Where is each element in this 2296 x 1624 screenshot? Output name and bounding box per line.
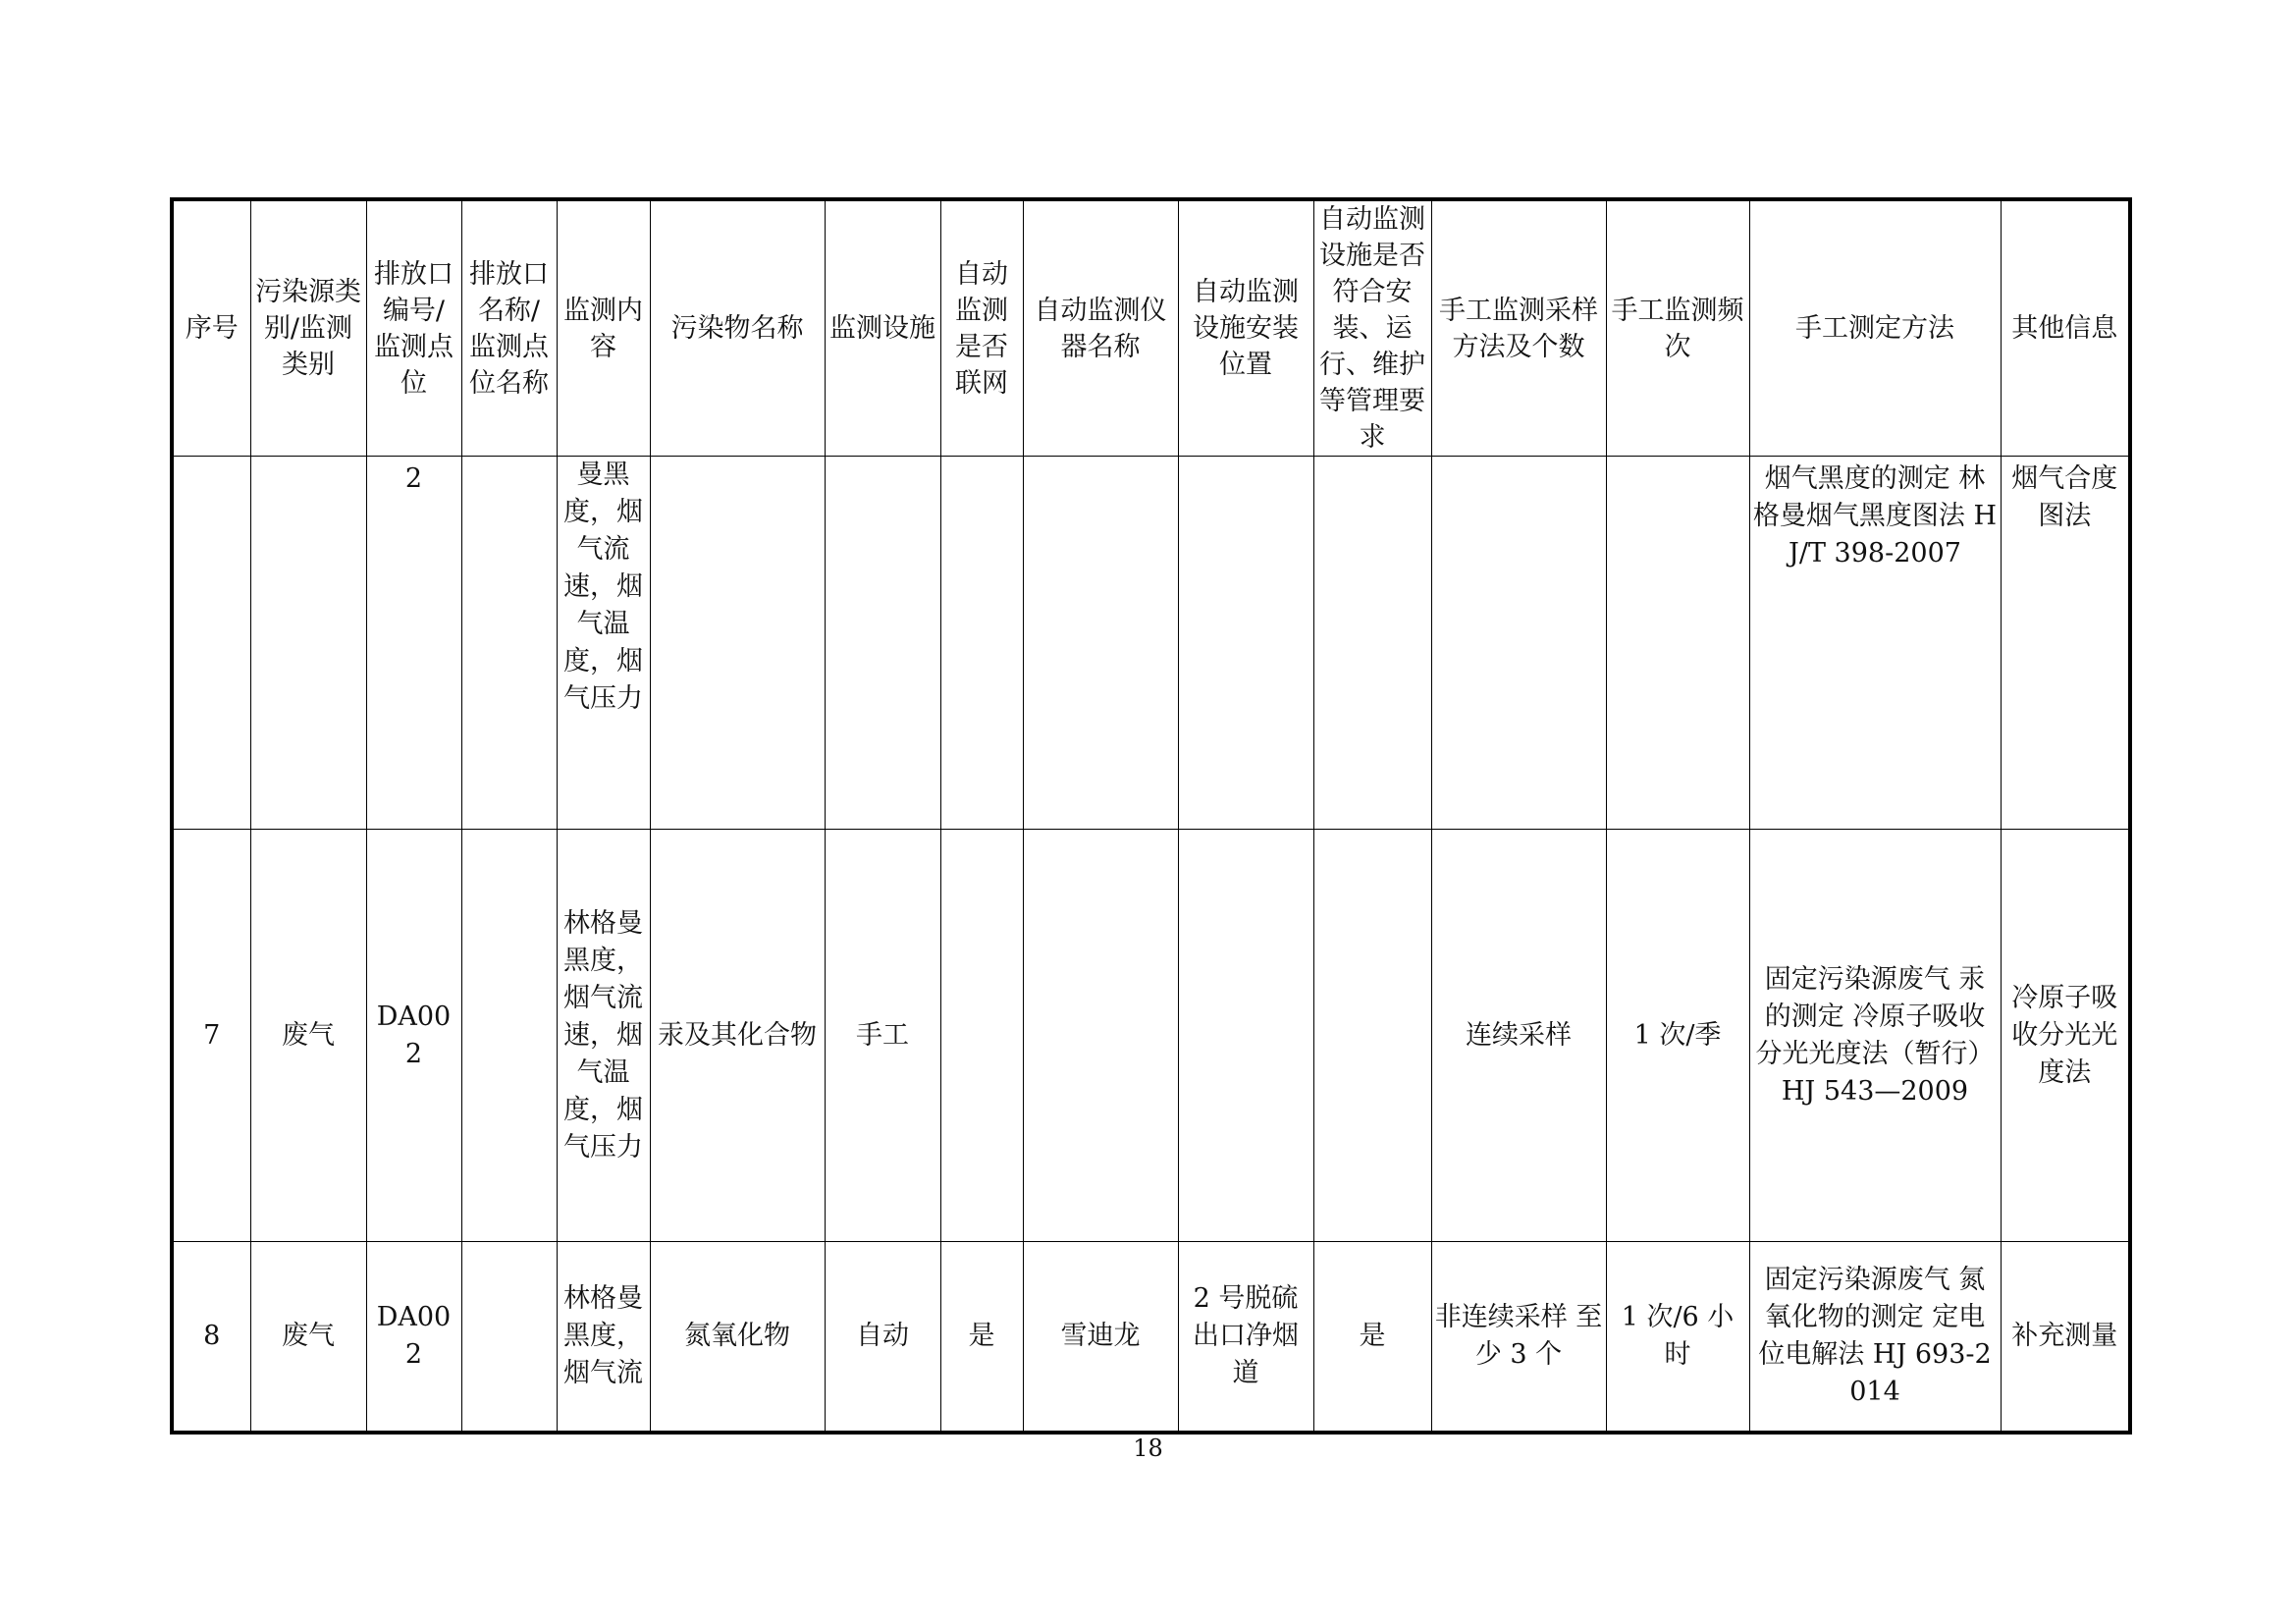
header-cell-location: 自动监测设施安装位置 bbox=[1178, 199, 1313, 457]
table-cell bbox=[1023, 457, 1178, 830]
table-cell bbox=[461, 457, 557, 830]
header-cell-pollutant: 污染物名称 bbox=[650, 199, 825, 457]
header-cell-method: 手工测定方法 bbox=[1749, 199, 2001, 457]
header-cell-index: 序号 bbox=[172, 199, 250, 457]
header-cell-outlet-name: 排放口名称/监测点位名称 bbox=[461, 199, 557, 457]
table-cell bbox=[1606, 457, 1749, 830]
header-cell-facility: 监测设施 bbox=[825, 199, 940, 457]
table-row bbox=[172, 457, 2130, 830]
table-cell: 林格曼黑度，烟气流 bbox=[557, 1242, 650, 1433]
table-cell: 烟气黑度的测定 林格曼烟气黑度图法 HJ/T 398-2007 bbox=[1749, 457, 2001, 830]
monitoring-table bbox=[170, 197, 2132, 1435]
table-cell: 手工 bbox=[825, 830, 940, 1242]
table-cell: 7 bbox=[172, 830, 250, 1242]
table-cell bbox=[940, 830, 1023, 1242]
table-cell: 曼黑度，烟气流速，烟气温度，烟气压力 bbox=[557, 457, 650, 830]
table-cell bbox=[650, 457, 825, 830]
header-cell-compliance: 自动监测设施是否符合安装、运行、维护等管理要求 bbox=[1313, 199, 1431, 457]
header-cell-content: 监测内容 bbox=[557, 199, 650, 457]
table-row bbox=[172, 830, 2130, 1242]
table-cell: 废气 bbox=[250, 830, 366, 1242]
table-cell: 雪迪龙 bbox=[1023, 1242, 1178, 1433]
table-cell bbox=[172, 457, 250, 830]
table-cell bbox=[1313, 830, 1431, 1242]
table-cell: 固定污染源废气 汞的测定 冷原子吸收分光光度法（暂行）HJ 543—2009 bbox=[1749, 830, 2001, 1242]
table-cell bbox=[461, 1242, 557, 1433]
table-cell bbox=[250, 457, 366, 830]
table-cell: 2 号脱硫出口净烟道 bbox=[1178, 1242, 1313, 1433]
table-cell: 是 bbox=[940, 1242, 1023, 1433]
table-cell: 非连续采样 至少 3 个 bbox=[1431, 1242, 1606, 1433]
table-cell bbox=[940, 457, 1023, 830]
table-cell: 补充测量 bbox=[2001, 1242, 2130, 1433]
table-cell: 汞及其化合物 bbox=[650, 830, 825, 1242]
header-cell-instrument: 自动监测仪器名称 bbox=[1023, 199, 1178, 457]
header-cell-other: 其他信息 bbox=[2001, 199, 2130, 457]
table-cell: 氮氧化物 bbox=[650, 1242, 825, 1433]
table-cell: 废气 bbox=[250, 1242, 366, 1433]
header-cell-networked: 自动监测是否联网 bbox=[940, 199, 1023, 457]
header-cell-sampling: 手工监测采样方法及个数 bbox=[1431, 199, 1606, 457]
table-cell bbox=[1023, 830, 1178, 1242]
table-cell: DA002 bbox=[366, 1242, 461, 1433]
table-cell: 是 bbox=[1313, 1242, 1431, 1433]
header-cell-outlet-code: 排放口编号/监测点位 bbox=[366, 199, 461, 457]
header-cell-frequency: 手工监测频次 bbox=[1606, 199, 1749, 457]
table-cell bbox=[825, 457, 940, 830]
page-number: 18 bbox=[1133, 1435, 1163, 1462]
table-cell: DA002 bbox=[366, 830, 461, 1242]
table-cell: 冷原子吸收分光光度法 bbox=[2001, 830, 2130, 1242]
table-cell: 8 bbox=[172, 1242, 250, 1433]
table-cell: 固定污染源废气 氮氧化物的测定 定电位电解法 HJ 693-2014 bbox=[1749, 1242, 2001, 1433]
table-header-row bbox=[172, 199, 2130, 457]
table-cell: 连续采样 bbox=[1431, 830, 1606, 1242]
table-cell: 1 次/6 小时 bbox=[1606, 1242, 1749, 1433]
table-cell bbox=[1431, 457, 1606, 830]
table-cell: 自动 bbox=[825, 1242, 940, 1433]
table-cell: 烟气合度图法 bbox=[2001, 457, 2130, 830]
table-cell: 2 bbox=[366, 457, 461, 830]
table-row bbox=[172, 1242, 2130, 1433]
table-cell bbox=[1313, 457, 1431, 830]
table-cell bbox=[1178, 457, 1313, 830]
table-cell bbox=[461, 830, 557, 1242]
table-cell bbox=[1178, 830, 1313, 1242]
table-cell: 林格曼黑度，烟气流速，烟气温度，烟气压力 bbox=[557, 830, 650, 1242]
table-cell: 1 次/季 bbox=[1606, 830, 1749, 1242]
header-cell-source-type: 污染源类别/监测类别 bbox=[250, 199, 366, 457]
